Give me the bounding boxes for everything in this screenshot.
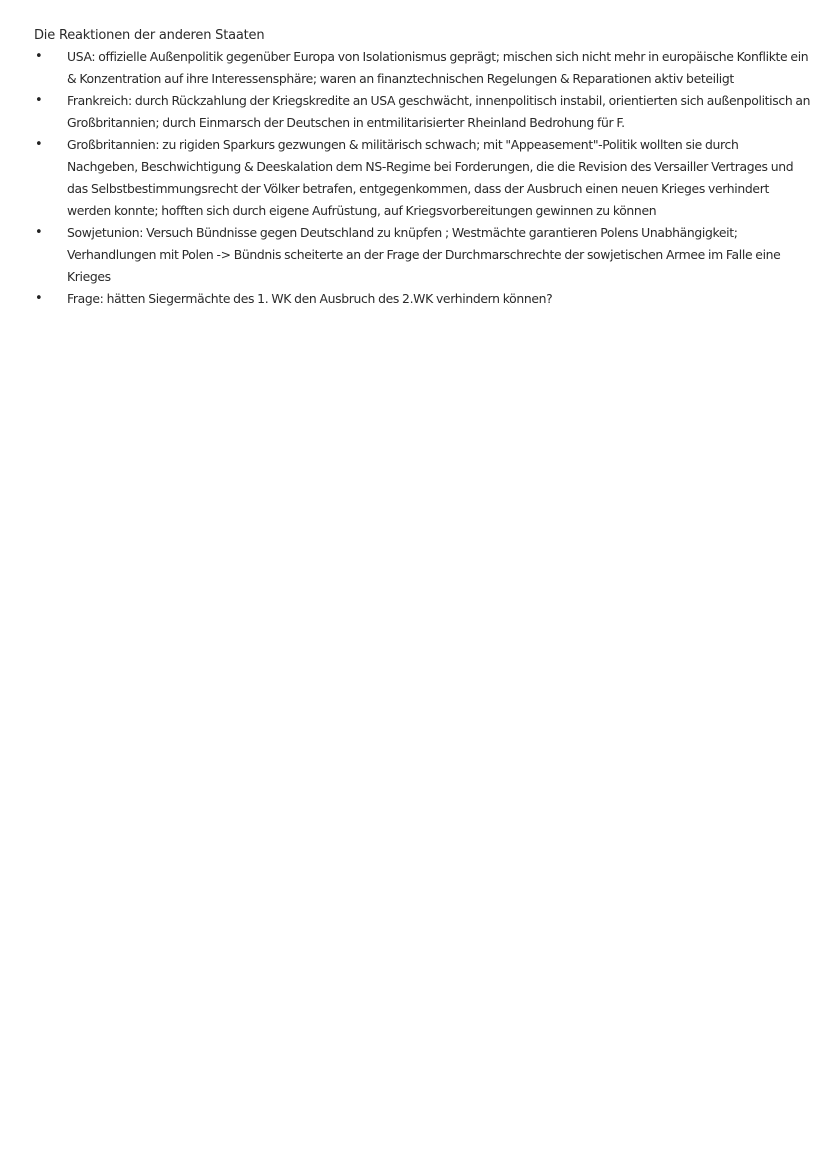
bullet-icon: • (35, 291, 43, 306)
bullet-list (31, 46, 811, 310)
bullet-text-frankreich: Frankreich: durch Rückzahlung der Kriegskredite an USA geschwächt, innenpolitisch instabil, orientierten sich außenpolitisch an Großbritannien; durch Einmarsch der Deutschen in entmilitarisierter Rheinland Bedrohung für F. (67, 93, 811, 130)
bullet-item-sowjetunion (31, 222, 811, 288)
section-heading-highlighted (31, 27, 269, 45)
bullet-item-grossbritannien (31, 134, 811, 222)
bullet-text-usa: USA: offizielle Außenpolitik gegenüber Europa von Isolationismus geprägt; mischen sich nicht mehr in europäische Konflikte ein & Konzentration auf ihre Interessensphäre; waren an finanztechnischen Regelungen & Reparationen aktiv beteiligt (67, 49, 809, 86)
heading-container (31, 24, 269, 45)
bullet-text-sowjetunion: Sowjetunion: Versuch Bündnisse gegen Deutschland zu knüpfen ; Westmächte garantieren Polens Unabhängigkeit; Verhandlungen mit Polen -> Bündnis scheiterte an der Frage der Durchmarschrechte der sowjetischen Armee im Falle eine Krieges (67, 225, 781, 284)
bullet-icon: • (35, 93, 43, 108)
bullet-item-frage (31, 288, 811, 310)
bullet-icon: • (35, 137, 43, 152)
bullet-item-usa (31, 46, 811, 90)
bullet-icon: • (35, 225, 43, 240)
bullet-text-grossbritannien: Großbritannien: zu rigiden Sparkurs gezwungen & militärisch schwach; mit "Appeasement"-Politik wollten sie durch Nachgeben, Beschwichtigung & Deeskalation dem NS-Regime bei Forderungen, die die Revision des Versailler Vertrages und das Selbstbestimmungsrecht der Völker betrafen, entgegenkommen, dass der Ausbruch einen neuen Krieges verhindert werden konnte; hofften sich durch eigene Aufrüstung, auf Kriegsvorbereitungen gewinnen zu können (67, 137, 794, 218)
bullet-item-frankreich (31, 90, 811, 134)
section-heading-text: Die Reaktionen der anderen Staaten (34, 28, 265, 43)
bullet-text-frage: Frage: hätten Siegermächte des 1. WK den Ausbruch des 2.WK verhindern können? (67, 291, 553, 306)
bullet-icon: • (35, 49, 43, 64)
